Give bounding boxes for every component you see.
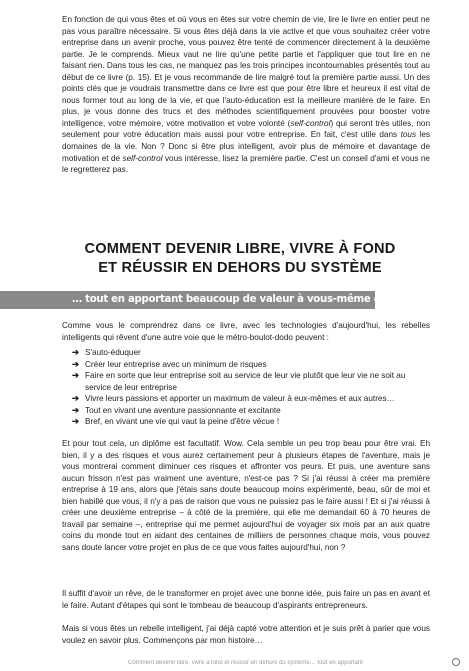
intro-paragraph [62,14,430,176]
list-item-text: Vivre leurs passions et apporter un maximum de valeur à eux-mêmes et aux autres… [85,394,395,404]
body-paragraph-2: Il suffit d'avoir un rêve, de le transformer en projet avec une bonne idée, puis faire un pas en avant et le faire. Autant d'étapes qui sont le tombeau de beaucoup d'aspirants entrepreneurs. [62,589,430,610]
list-item [72,405,432,417]
list-item [72,416,432,428]
intro-text-4: vous intéresse, lisez la première partie. C'est un conseil d'ami et vous ne le regretterez pas. [62,153,430,175]
list-item-text: S'auto-éduquer [85,348,141,357]
list-item [72,393,432,405]
body-paragraph-3: Mais si vous êtes un rebelle intelligent, j'ai déjà capté votre attention et je suis prêt à parier que vous voulez en savoir plus. Commençons par mon histoire… [62,624,430,645]
arrow-right-icon: ➔ [72,393,80,404]
arrow-right-icon: ➔ [72,404,80,415]
body-paragraph-1: Et pour tout cela, un diplôme est facultatif. Wow. Cela semble un peu trop beau pour être vrai. Eh bien, il y a des risques et vous aurez certainement peur à plusieurs étapes de l'aventure, mais je vous montrerai comment diminuer ces risques et affronter vos peurs. Et puis, une aventure sans aucun frisson n'est pas vraiment une aventure, n'est-ce pas ? Si j'ai réussi à créer ma première entreprise à 19 ans, alors que j'étais sans doute beaucoup moins expérimenté, beau, sûr de moi et bien habillé que vous, il n'y a pas de raison que vous ne puissiez pas le faire aussi ! Et si j'ai réussi à créer une deuxième entreprise – à côté de la première, qui elle me demandait 60 à 70 heures de travail par semaine –, entreprise qui me permet aujourd'hui de voyager six mois par an aux quatre coins du monde tout en aidant des centaines de milliers de personnes chaque mois, vous pouvez sans doute lancer votre projet en plus de ce que vous faites aujourd'hui, non ? [62,439,430,552]
intro-text-2: ) qui seront très utiles, non seulement pour votre éducation mais aussi pour votre entreprise. En fait, c'est utile dans [62,118,431,140]
arrow-right-icon: ➔ [72,370,80,381]
intro-italic-2: tous [400,130,417,140]
intro-text-3: les domaines de la vie. Non ? Donc si être plus intelligent, avoir plus de mémoire et davantage de motivation et de [62,130,430,163]
subtitle-banner-text: … tout en apportant beaucoup de valeur à vous-même et aux autres [72,294,447,305]
list-item [72,347,432,359]
arrow-right-icon: ➔ [72,358,80,369]
intro-italic-1: self-control [290,118,331,128]
subtitle-banner [0,291,447,309]
page-number-circle-icon [452,658,460,666]
list-item-text: Bref, en vivant une vie qui vaut la peine d'être vécue ! [85,417,280,427]
list-item-text: Tout en vivant une aventure passionnante et excitante [85,405,281,415]
lead-paragraph: Comme vous le comprendrez dans ce livre, avec les technologies d'aujourd'hui, les rebelles intelligents qui rêvent d'une autre voie que le métro-boulot-dodo peuvent : [62,321,430,342]
intro-text-1: En fonction de qui vous êtes et où vous en êtes sur votre chemin de vie, lire le livre en entier peut ne pas vous paraître nécessaire. Si vous êtes déjà dans la vie active et que vous souhaitez créer votre entreprise dans un avenir proche, vous pouvez être tenté de commencer directement à la deuxième partie. Je le comprends. Mieux vaut ne lire qu'une petite partie et l'appliquer que tout lire en ne faisant rien. Dans tous les cas, ne manquez pas les trois principes incontournables présentés tout au début de ce livre (p. 15). Et je vous recommande de lire malgré tout la première partie aussi. Un des points clés que je voudrais transmettre dans ce livre est que pour être libre et heureux il est vital de nous former tout au long de la vie, et que l'auto-éducation est la meilleure manière de le faire. En plus, je vous donne des trucs et des méthodes scientifiquement prouvées pour booster votre intelligence, votre mémoire, votre motivation et votre volonté ( [62,15,430,128]
running-footer: Comment devenir libre, vivre à fond et réussir en dehors du système… tout en apportant [128,660,363,666]
list-item [72,359,432,371]
list-item-text: Créer leur entreprise avec un minimum de risques [85,359,267,369]
section-heading-line-2: ET RÉUSSIR EN DEHORS DU SYSTÈME [98,260,382,276]
list-item [72,370,432,393]
benefits-list [72,347,432,428]
section-heading-line-1: COMMENT DEVENIR LIBRE, VIVRE À FOND [84,241,396,257]
section-heading [40,240,440,278]
arrow-right-icon: ➔ [72,347,80,357]
arrow-right-icon: ➔ [72,416,80,427]
intro-italic-3: self-control [122,153,163,163]
list-item-text: Faire en sorte que leur entreprise soit au service de leur vie plutôt que leur vie ne soit au service de leur entreprise [85,371,406,392]
